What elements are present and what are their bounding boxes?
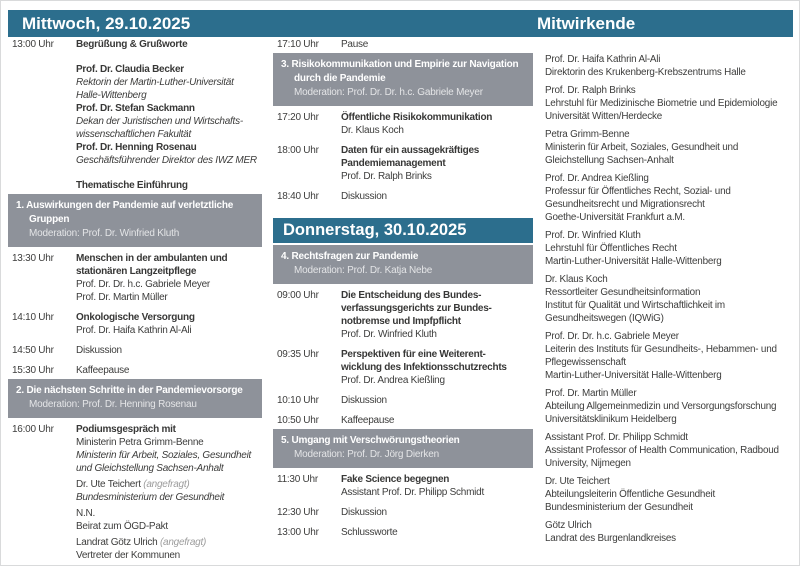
- contributors-column: [545, 53, 797, 550]
- top-header-band: [8, 10, 793, 37]
- contributor-entry: [545, 172, 797, 224]
- session-line-text: Prof. Dr. Dr. h.c. Gabriele Meyer: [76, 279, 211, 290]
- contributor-detail: Direktorin des Krukenberg-Krebszentrums Halle: [545, 67, 746, 78]
- session-line-text: Geschäftsführender Direktor des IWZ MER: [76, 155, 257, 166]
- session-content: [341, 348, 533, 387]
- session-line: [76, 507, 262, 520]
- contributor-entry: [545, 229, 797, 268]
- contributor-entry: [545, 387, 797, 426]
- session-line: [76, 536, 262, 549]
- session-time-label: 13:00 Uhr: [277, 527, 319, 538]
- contributor-entry: [545, 431, 797, 470]
- session-row: [273, 473, 533, 499]
- session-time-label: 09:00 Uhr: [277, 290, 319, 301]
- session-line-text: Prof. Dr. Winfried Kluth: [341, 329, 437, 340]
- session-line: [341, 473, 533, 486]
- session-row: [8, 344, 262, 357]
- session-line: [76, 278, 262, 291]
- session-line: [341, 348, 533, 361]
- session-time-label: 15:30 Uhr: [12, 365, 54, 376]
- session-line-text: Kaffeepause: [76, 365, 130, 376]
- contributor-detail: Martin-Luther-Universität Halle-Wittenberg: [545, 370, 722, 381]
- session-content: [341, 144, 533, 183]
- session-time-label: 10:10 Uhr: [277, 395, 319, 406]
- session-line: [76, 449, 262, 462]
- session-row: [273, 144, 533, 183]
- session-line-text: Pandemiemanagement: [341, 158, 446, 169]
- session-line: [76, 89, 262, 102]
- session-content: [76, 364, 262, 377]
- contributor-detail: Universität Witten/Herdecke: [545, 111, 662, 122]
- contributor-detail: Abteilung Allgemeinmedizin und Versorgungsforschung: [545, 401, 777, 412]
- contributor-name: Prof. Dr. Haifa Kathrin Al-Ali: [545, 54, 661, 65]
- session-time-label: 10:50 Uhr: [277, 415, 319, 426]
- contributor-name: Prof. Dr. Andrea Kießling: [545, 173, 649, 184]
- contributor-detail: Gesundheitswegen (IQWiG): [545, 313, 664, 324]
- session-line: [341, 124, 533, 137]
- session-line: [76, 128, 262, 141]
- session-line-text: Dr. Klaus Koch: [341, 125, 404, 136]
- contributor-detail: Universitätsklinikum Heidelberg: [545, 414, 677, 425]
- contributor-entry: [545, 519, 797, 545]
- session-line-text: und Gleichstellung Sachsen-Anhalt: [76, 463, 224, 474]
- contributor-name: Götz Ulrich: [545, 520, 592, 531]
- session-content: [76, 38, 262, 51]
- session-line: [341, 328, 533, 341]
- session-content: [76, 423, 262, 562]
- session-line: [76, 38, 262, 51]
- session-content: [76, 344, 262, 357]
- contributor-detail: Gesundheitsrecht und Migrationsrecht: [545, 199, 705, 210]
- session-time-label: 18:00 Uhr: [277, 145, 319, 156]
- contributor-detail: Leiterin des Instituts für Gesundheits-, Hebammen- und: [545, 344, 777, 355]
- section-title-line: 3. Risikokommunikation und Empirie zur Navigation: [281, 59, 519, 70]
- session-row: [273, 394, 533, 407]
- session-line: [76, 141, 262, 154]
- session-content: [341, 289, 533, 341]
- session-line: [341, 289, 533, 302]
- session-row: [273, 348, 533, 387]
- contributor-entry: [545, 273, 797, 325]
- session-content: [341, 506, 533, 519]
- session-line: [341, 315, 533, 328]
- session-row: [8, 63, 262, 167]
- day1-title: Mittwoch, 29.10.2025: [22, 14, 191, 33]
- session-row: [273, 506, 533, 519]
- session-line: [76, 491, 262, 504]
- session-line-text: Diskussion: [341, 507, 387, 518]
- session-line: [76, 252, 262, 265]
- section-title-line: Gruppen: [29, 214, 70, 225]
- session-line: [76, 311, 262, 324]
- contributor-name: Petra Grimm-Benne: [545, 129, 630, 140]
- session-content: [76, 179, 262, 192]
- session-row: [273, 526, 533, 539]
- session-row: [273, 111, 533, 137]
- session-line: [341, 506, 533, 519]
- contributor-detail: Landrat des Burgenlandkreises: [545, 533, 676, 544]
- section-title-line: 5. Umgang mit Verschwörungstheorien: [281, 435, 460, 446]
- session-content: [76, 63, 262, 167]
- session-content: [341, 526, 533, 539]
- session-line: [76, 462, 262, 475]
- contributor-detail: Assistant Professor of Health Communication, Radboud: [545, 445, 779, 456]
- session-line-text: wicklung des Infektionsschutzrechts: [341, 362, 507, 373]
- session-time-label: 17:10 Uhr: [277, 39, 319, 50]
- session-line-text: Prof. Dr. Haifa Kathrin Al-Ali: [76, 325, 192, 336]
- session-line-text: Diskussion: [341, 395, 387, 406]
- contributor-detail: Martin-Luther-Universität Halle-Wittenberg: [545, 256, 722, 267]
- session-line: [341, 394, 533, 407]
- session-time-label: 11:30 Uhr: [277, 474, 318, 485]
- session-line-text: Ministerin Petra Grimm-Benne: [76, 437, 204, 448]
- left-schedule-column: [8, 38, 262, 569]
- session-line-text: Prof. Dr. Claudia Becker: [76, 64, 184, 75]
- session-line: [76, 324, 262, 337]
- session-line-text: Öffentliche Risikokommunikation: [341, 112, 493, 123]
- session-time-label: 14:50 Uhr: [12, 345, 54, 356]
- section-moderation: Moderation: Prof. Dr. Winfried Kluth: [29, 228, 180, 239]
- session-line-text: Halle-Wittenberg: [76, 90, 147, 101]
- session-line-text: Die Entscheidung des Bundes-: [341, 290, 482, 301]
- contributor-name: Prof. Dr. Winfried Kluth: [545, 230, 641, 241]
- session-section-header: [273, 53, 533, 106]
- contributor-detail: Goethe-Universität Frankfurt a.M.: [545, 212, 685, 223]
- session-content: [341, 414, 533, 427]
- contributor-name: Prof. Dr. Dr. h.c. Gabriele Meyer: [545, 331, 679, 342]
- angefragt-note: (angefragt): [159, 537, 207, 548]
- session-line: [76, 265, 262, 278]
- session-line: [341, 144, 533, 157]
- session-line-text: Dr. Ute Teichert: [76, 479, 144, 490]
- session-line-text: Bundesministerium der Gesundheit: [76, 492, 225, 503]
- session-line: [341, 38, 533, 51]
- contributor-detail: Lehrstuhl für Medizinische Biometrie und Epidemiologie: [545, 98, 778, 109]
- session-content: [76, 311, 262, 337]
- day2-title: Donnerstag, 30.10.2025: [283, 221, 467, 239]
- session-time-label: 16:00 Uhr: [12, 424, 54, 435]
- contributor-detail: Lehrstuhl für Öffentliches Recht: [545, 243, 677, 254]
- contributor-detail: Institut für Qualität und Wirtschaftlichkeit im: [545, 300, 725, 311]
- angefragt-note: (angefragt): [143, 479, 190, 490]
- session-section-header: [273, 245, 533, 284]
- session-line-text: Schlussworte: [341, 527, 398, 538]
- session-section-header: [273, 429, 533, 468]
- contributor-detail: Ressortleiter Gesundheitsinformation: [545, 287, 701, 298]
- session-line-text: Prof. Dr. Ralph Brinks: [341, 171, 432, 182]
- session-line: [341, 526, 533, 539]
- session-line: [76, 154, 262, 167]
- session-row: [273, 414, 533, 427]
- section-title-line: durch die Pandemie: [294, 73, 386, 84]
- contributor-name: Prof. Dr. Ralph Brinks: [545, 85, 636, 96]
- session-line-text: Begrüßung & Grußworte: [76, 39, 188, 50]
- session-row: [8, 252, 262, 304]
- session-line-text: Podiumsgespräch mit: [76, 424, 176, 435]
- session-line-text: N.N.: [76, 508, 95, 519]
- session-line: [76, 63, 262, 76]
- session-content: [341, 473, 533, 499]
- session-row: [273, 38, 533, 51]
- session-time-label: 17:20 Uhr: [277, 112, 319, 123]
- session-line-text: Prof. Dr. Henning Rosenau: [76, 142, 197, 153]
- session-line-text: Prof. Dr. Andrea Kießling: [341, 375, 445, 386]
- session-line-text: Thematische Einführung: [76, 180, 188, 191]
- session-row: [273, 190, 533, 203]
- day2-header-band: [273, 218, 533, 243]
- session-line-text: Perspektiven für eine Weiterent-: [341, 349, 486, 360]
- contributor-detail: Bundesministerium der Gesundheit: [545, 502, 693, 513]
- session-time-label: [8, 63, 76, 167]
- session-line: [76, 364, 262, 377]
- section-moderation: Moderation: Prof. Dr. Katja Nebe: [294, 265, 433, 276]
- contributors-title: Mitwirkende: [537, 14, 636, 33]
- session-line: [76, 478, 262, 491]
- section-moderation: Moderation: Prof. Dr. Dr. h.c. Gabriele Meyer: [294, 87, 483, 98]
- session-line-text: Vertreter der Kommunen: [76, 550, 180, 561]
- session-row: [8, 179, 262, 192]
- session-line-text: Onkologische Versorgung: [76, 312, 195, 323]
- session-line: [76, 520, 262, 533]
- contributor-name: Dr. Klaus Koch: [545, 274, 608, 285]
- session-line: [341, 111, 533, 124]
- session-content: [341, 111, 533, 137]
- session-content: [76, 252, 262, 304]
- session-line: [341, 374, 533, 387]
- contributor-entry: [545, 475, 797, 514]
- session-line-text: Diskussion: [341, 191, 387, 202]
- section-moderation: Moderation: Prof. Dr. Henning Rosenau: [29, 399, 197, 410]
- session-line-text: Landrat Götz Ulrich: [76, 537, 160, 548]
- session-time-label: 13:00 Uhr: [12, 39, 54, 50]
- session-section-header: [8, 379, 262, 418]
- contributor-entry: [545, 330, 797, 382]
- session-line-text: Menschen in der ambulanten und: [76, 253, 228, 264]
- session-line-text: notbremse und Impfpflicht: [341, 316, 461, 327]
- contributor-name: Prof. Dr. Martin Müller: [545, 388, 637, 399]
- contributor-entry: [545, 84, 797, 123]
- contributor-entry: [545, 53, 797, 79]
- session-line-text: Rektorin der Martin-Luther-Universität: [76, 77, 234, 88]
- session-line-text: Pause: [341, 39, 369, 50]
- contributor-detail: Pflegewissenschaft: [545, 357, 626, 368]
- session-line: [76, 76, 262, 89]
- session-line: [76, 179, 262, 192]
- session-line-text: Dekan der Juristischen und Wirtschafts-: [76, 116, 243, 127]
- session-line-text: Fake Science begegnen: [341, 474, 450, 485]
- session-line: [76, 549, 262, 562]
- session-line-text: Prof. Dr. Martin Müller: [76, 292, 168, 303]
- session-time-label: 14:10 Uhr: [12, 312, 54, 323]
- contributor-detail: Gleichstellung Sachsen-Anhalt: [545, 155, 674, 166]
- session-line: [341, 190, 533, 203]
- session-row: [8, 311, 262, 337]
- session-row: [8, 38, 262, 51]
- session-line: [76, 436, 262, 449]
- session-line: [341, 302, 533, 315]
- section-moderation: Moderation: Prof. Dr. Jörg Dierken: [294, 449, 439, 460]
- session-content: [341, 190, 533, 203]
- session-row: [273, 289, 533, 341]
- session-line: [76, 344, 262, 357]
- session-time-label: 18:40 Uhr: [277, 191, 319, 202]
- session-line: [341, 414, 533, 427]
- session-line: [76, 102, 262, 115]
- contributor-entry: [545, 128, 797, 167]
- section-title-line: 4. Rechtsfragen zur Pandemie: [281, 251, 419, 262]
- session-content: [341, 38, 533, 51]
- contributor-detail: Abteilungsleiterin Öffentliche Gesundheit: [545, 489, 716, 500]
- session-line: [76, 115, 262, 128]
- contributor-name: Dr. Ute Teichert: [545, 476, 610, 487]
- session-row: [8, 423, 262, 562]
- session-time-label: 12:30 Uhr: [277, 507, 319, 518]
- session-line-text: wissenschaftlichen Fakultät: [76, 129, 191, 140]
- session-time-label: 13:30 Uhr: [12, 253, 54, 264]
- middle-schedule-column: [273, 38, 533, 546]
- session-line: [341, 361, 533, 374]
- session-line-text: Daten für ein aussagekräftiges: [341, 145, 480, 156]
- contributor-name: Assistant Prof. Dr. Philipp Schmidt: [545, 432, 688, 443]
- session-line: [76, 423, 262, 436]
- section-title-line: 2. Die nächsten Schritte in der Pandemievorsorge: [16, 385, 243, 396]
- session-line-text: stationären Langzeitpflege: [76, 266, 197, 277]
- session-line-text: verfassungsgerichts zur Bundes-: [341, 303, 492, 314]
- contributor-detail: University, Nijmegen: [545, 458, 631, 469]
- session-line-text: Ministerin für Arbeit, Soziales, Gesundheit: [76, 450, 252, 461]
- session-line: [76, 291, 262, 304]
- section-title-line: 1. Auswirkungen der Pandemie auf verletztliche: [16, 200, 234, 211]
- session-line: [341, 170, 533, 183]
- session-time-label: 09:35 Uhr: [277, 349, 319, 360]
- session-row: [8, 364, 262, 377]
- contributor-detail: Ministerin für Arbeit, Soziales, Gesundheit und: [545, 142, 739, 153]
- session-line-text: Prof. Dr. Stefan Sackmann: [76, 103, 195, 114]
- session-line: [341, 486, 533, 499]
- session-line-text: Kaffeepause: [341, 415, 395, 426]
- session-time-label: [8, 179, 76, 192]
- contributor-detail: Professur für Öffentliches Recht, Sozial- und: [545, 186, 731, 197]
- session-section-header: [8, 194, 262, 247]
- session-content: [341, 394, 533, 407]
- session-line-text: Beirat zum ÖGD-Pakt: [76, 521, 168, 532]
- session-line: [341, 157, 533, 170]
- session-line-text: Diskussion: [76, 345, 122, 356]
- session-line-text: Assistant Prof. Dr. Philipp Schmidt: [341, 487, 484, 498]
